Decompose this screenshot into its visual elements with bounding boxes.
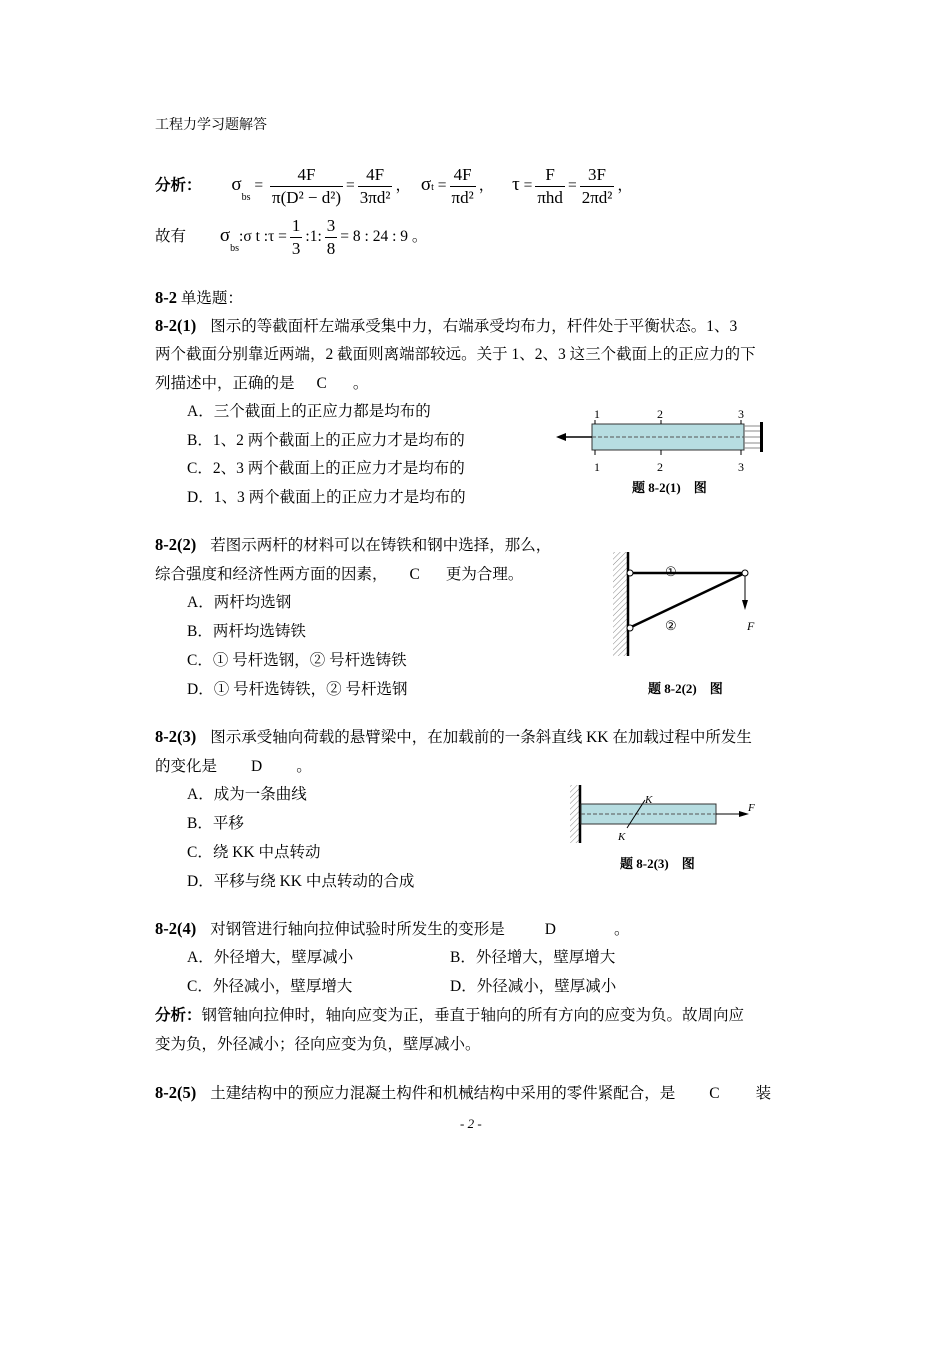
numerator: 3	[326, 215, 336, 235]
fraction	[325, 215, 338, 260]
equals: =	[437, 177, 447, 194]
denominator: 3	[291, 238, 301, 258]
distributed-load	[744, 426, 762, 448]
tau-symbol: τ	[512, 174, 520, 195]
page-header: 工程力学习题解答	[155, 118, 267, 133]
fraction	[580, 164, 615, 209]
question-text: 列描述中，正确的是	[155, 375, 295, 392]
numerator: 4F	[453, 164, 472, 184]
numerator: F	[545, 164, 555, 184]
pin-joint	[742, 570, 748, 576]
equals: =	[523, 177, 533, 194]
q4-line-1	[155, 919, 629, 940]
option-d: D．平移与绕 KK 中点转动的合成	[187, 873, 415, 890]
q3-line-2	[155, 757, 312, 777]
ratio-left: :σ t :τ =	[239, 228, 287, 245]
period: 。	[613, 921, 630, 938]
option-b: B．两杆均选铸铁	[187, 623, 306, 640]
force-label: F	[747, 619, 755, 633]
q5-line-1	[155, 1083, 771, 1104]
q3-line-1	[155, 727, 752, 748]
question-text: 图示承受轴向荷载的悬臂梁中，在加载前的一条斜直线 KK 在加载过程中所发生	[210, 729, 752, 746]
subscript-t: t	[431, 182, 434, 193]
fraction	[450, 164, 476, 209]
bar-label: ①	[665, 564, 677, 579]
option-d: D．1、3 两个截面上的正应力才是均布的	[187, 489, 466, 506]
wall-hatch	[570, 785, 580, 843]
comma: ，	[395, 177, 411, 194]
ratio-result: = 8 : 24 : 9 。	[340, 228, 428, 245]
figure-8-2-3	[565, 780, 765, 845]
question-number: 8-2(5)	[155, 1083, 197, 1102]
analysis-text: 钢管轴向拉伸时，轴向应变为正，垂直于轴向的所有方向的应变为负。故周向应	[201, 1007, 745, 1024]
period: 。	[296, 758, 312, 775]
question-text: 若图示两杆的材料可以在铸铁和钢中选择，那么，	[210, 537, 552, 554]
q2-line-2	[155, 565, 523, 585]
ratio-mid: :1:	[305, 228, 322, 245]
question-number: 8-2(3)	[155, 727, 197, 746]
bar-2	[629, 573, 745, 628]
option-b: B．外径增大，壁厚增大	[450, 949, 616, 966]
option-a: A．外径增大，壁厚减小	[187, 949, 354, 966]
comma: ，	[478, 177, 495, 194]
subscript-bs: bs	[230, 243, 240, 254]
down-arrow-icon	[742, 600, 748, 610]
question-text: 图示的等截面杆左端承受集中力，右端承受均布力，杆件处于平衡状态。1、3	[210, 318, 738, 335]
denominator: 8	[326, 238, 336, 258]
question-number: 8-2(1)	[155, 316, 197, 335]
fraction	[290, 215, 303, 260]
question-text: 对钢管进行轴向拉伸试验时所发生的变形是	[210, 921, 505, 938]
fraction	[535, 164, 565, 209]
denominator: 3πd²	[359, 187, 391, 207]
q4-analysis-2: 变为负，外径减小；径向应变为负，壁厚减小。	[155, 1036, 481, 1053]
analysis-formula-2	[155, 211, 427, 274]
denominator: π(D² − d²)	[272, 187, 342, 207]
question-number: 8-2(4)	[155, 919, 197, 938]
section-label: 2	[657, 460, 663, 474]
option-d: D．① 号杆选铸铁，② 号杆选钢	[187, 681, 408, 698]
equals: =	[254, 177, 264, 194]
figure-caption: 题 8-2(3) 图	[620, 856, 695, 871]
pin-joint	[627, 625, 633, 631]
option-a: A．三个截面上的正应力都是均布的	[187, 403, 431, 420]
analysis-label: 分析：	[155, 1007, 202, 1024]
option-c: C．绕 KK 中点转动	[187, 844, 321, 861]
answer: D	[544, 921, 556, 938]
force-label: F	[748, 802, 755, 814]
q2-line-1	[155, 535, 551, 556]
pin-joint	[627, 570, 633, 576]
section-heading	[155, 288, 243, 309]
numerator: 1	[291, 215, 301, 235]
analysis-label: 故有	[155, 228, 187, 245]
k-label: K	[618, 831, 626, 843]
section-label: 3	[738, 460, 744, 474]
page-number: - 2 -	[460, 1116, 482, 1131]
period: 。	[352, 375, 369, 392]
section-title: 单选题：	[180, 290, 243, 307]
figure-caption: 题 8-2(2) 图	[648, 681, 723, 696]
analysis-label: 分析：	[155, 177, 202, 194]
fraction	[358, 164, 393, 209]
numerator: 3F	[588, 164, 607, 184]
section-label: 2	[657, 407, 663, 421]
denominator: πhd	[537, 187, 563, 207]
q1-line-2: 两个截面分别靠近两端，2 截面则离端部较远。关于 1、2、3 这三个截面上的正应力的下	[155, 346, 756, 363]
option-c: C．外径减小，壁厚增大	[187, 978, 353, 995]
denominator: 2πd²	[581, 187, 613, 207]
load-arrowheads	[760, 422, 763, 452]
k-label: K	[645, 794, 653, 806]
answer: C	[409, 566, 420, 583]
option-a: A．两杆均选钢	[187, 594, 292, 611]
answer: C	[316, 375, 327, 392]
question-text: 土建结构中的预应力混凝土构件和机械结构中采用的零件紧配合，是	[210, 1085, 676, 1102]
figure-8-2-2	[605, 550, 775, 660]
sigma-symbol: σ	[219, 225, 231, 246]
section-label: 1	[594, 460, 600, 474]
question-number: 8-2(2)	[155, 535, 197, 554]
sigma-symbol: σ	[420, 174, 432, 195]
question-text-end: 更为合理。	[445, 566, 524, 583]
figure-caption: 题 8-2(1) 图	[632, 480, 707, 495]
fraction	[270, 164, 343, 209]
section-label: 3	[738, 407, 744, 421]
denominator: πd²	[451, 187, 474, 207]
section-number: 8-2	[155, 288, 177, 307]
comma: ，	[617, 177, 633, 194]
option-d: D．外径减小，壁厚减小	[450, 978, 617, 995]
answer: D	[251, 758, 263, 775]
option-b: B．1、2 两个截面上的正应力才是均布的	[187, 432, 465, 449]
question-text: 的变化是	[155, 758, 218, 775]
equals: =	[346, 177, 355, 194]
equals: =	[567, 177, 577, 194]
sigma-symbol: σ	[231, 174, 242, 195]
option-a: A．成为一条曲线	[187, 786, 307, 803]
q1-line-3	[155, 374, 368, 394]
numerator: 4F	[297, 164, 316, 184]
question-text: 综合强度和经济性两方面的因素，	[155, 566, 388, 583]
answer: C	[709, 1085, 720, 1102]
left-arrow-icon	[556, 433, 566, 441]
option-c: C．① 号杆选钢，② 号杆选铸铁	[187, 652, 407, 669]
subscript-bs: bs	[241, 192, 251, 203]
q4-analysis-1	[155, 1006, 744, 1026]
q1-line-1	[155, 316, 737, 337]
option-c: C．2、3 两个截面上的正应力才是均布的	[187, 460, 465, 477]
section-label: 1	[594, 407, 600, 421]
wall-hatch	[613, 552, 628, 656]
option-b: B．平移	[187, 815, 244, 832]
question-text-tail: 装	[755, 1085, 772, 1102]
numerator: 4F	[366, 164, 385, 184]
bar-label: ②	[665, 618, 677, 633]
figure-8-2-1	[550, 400, 790, 480]
